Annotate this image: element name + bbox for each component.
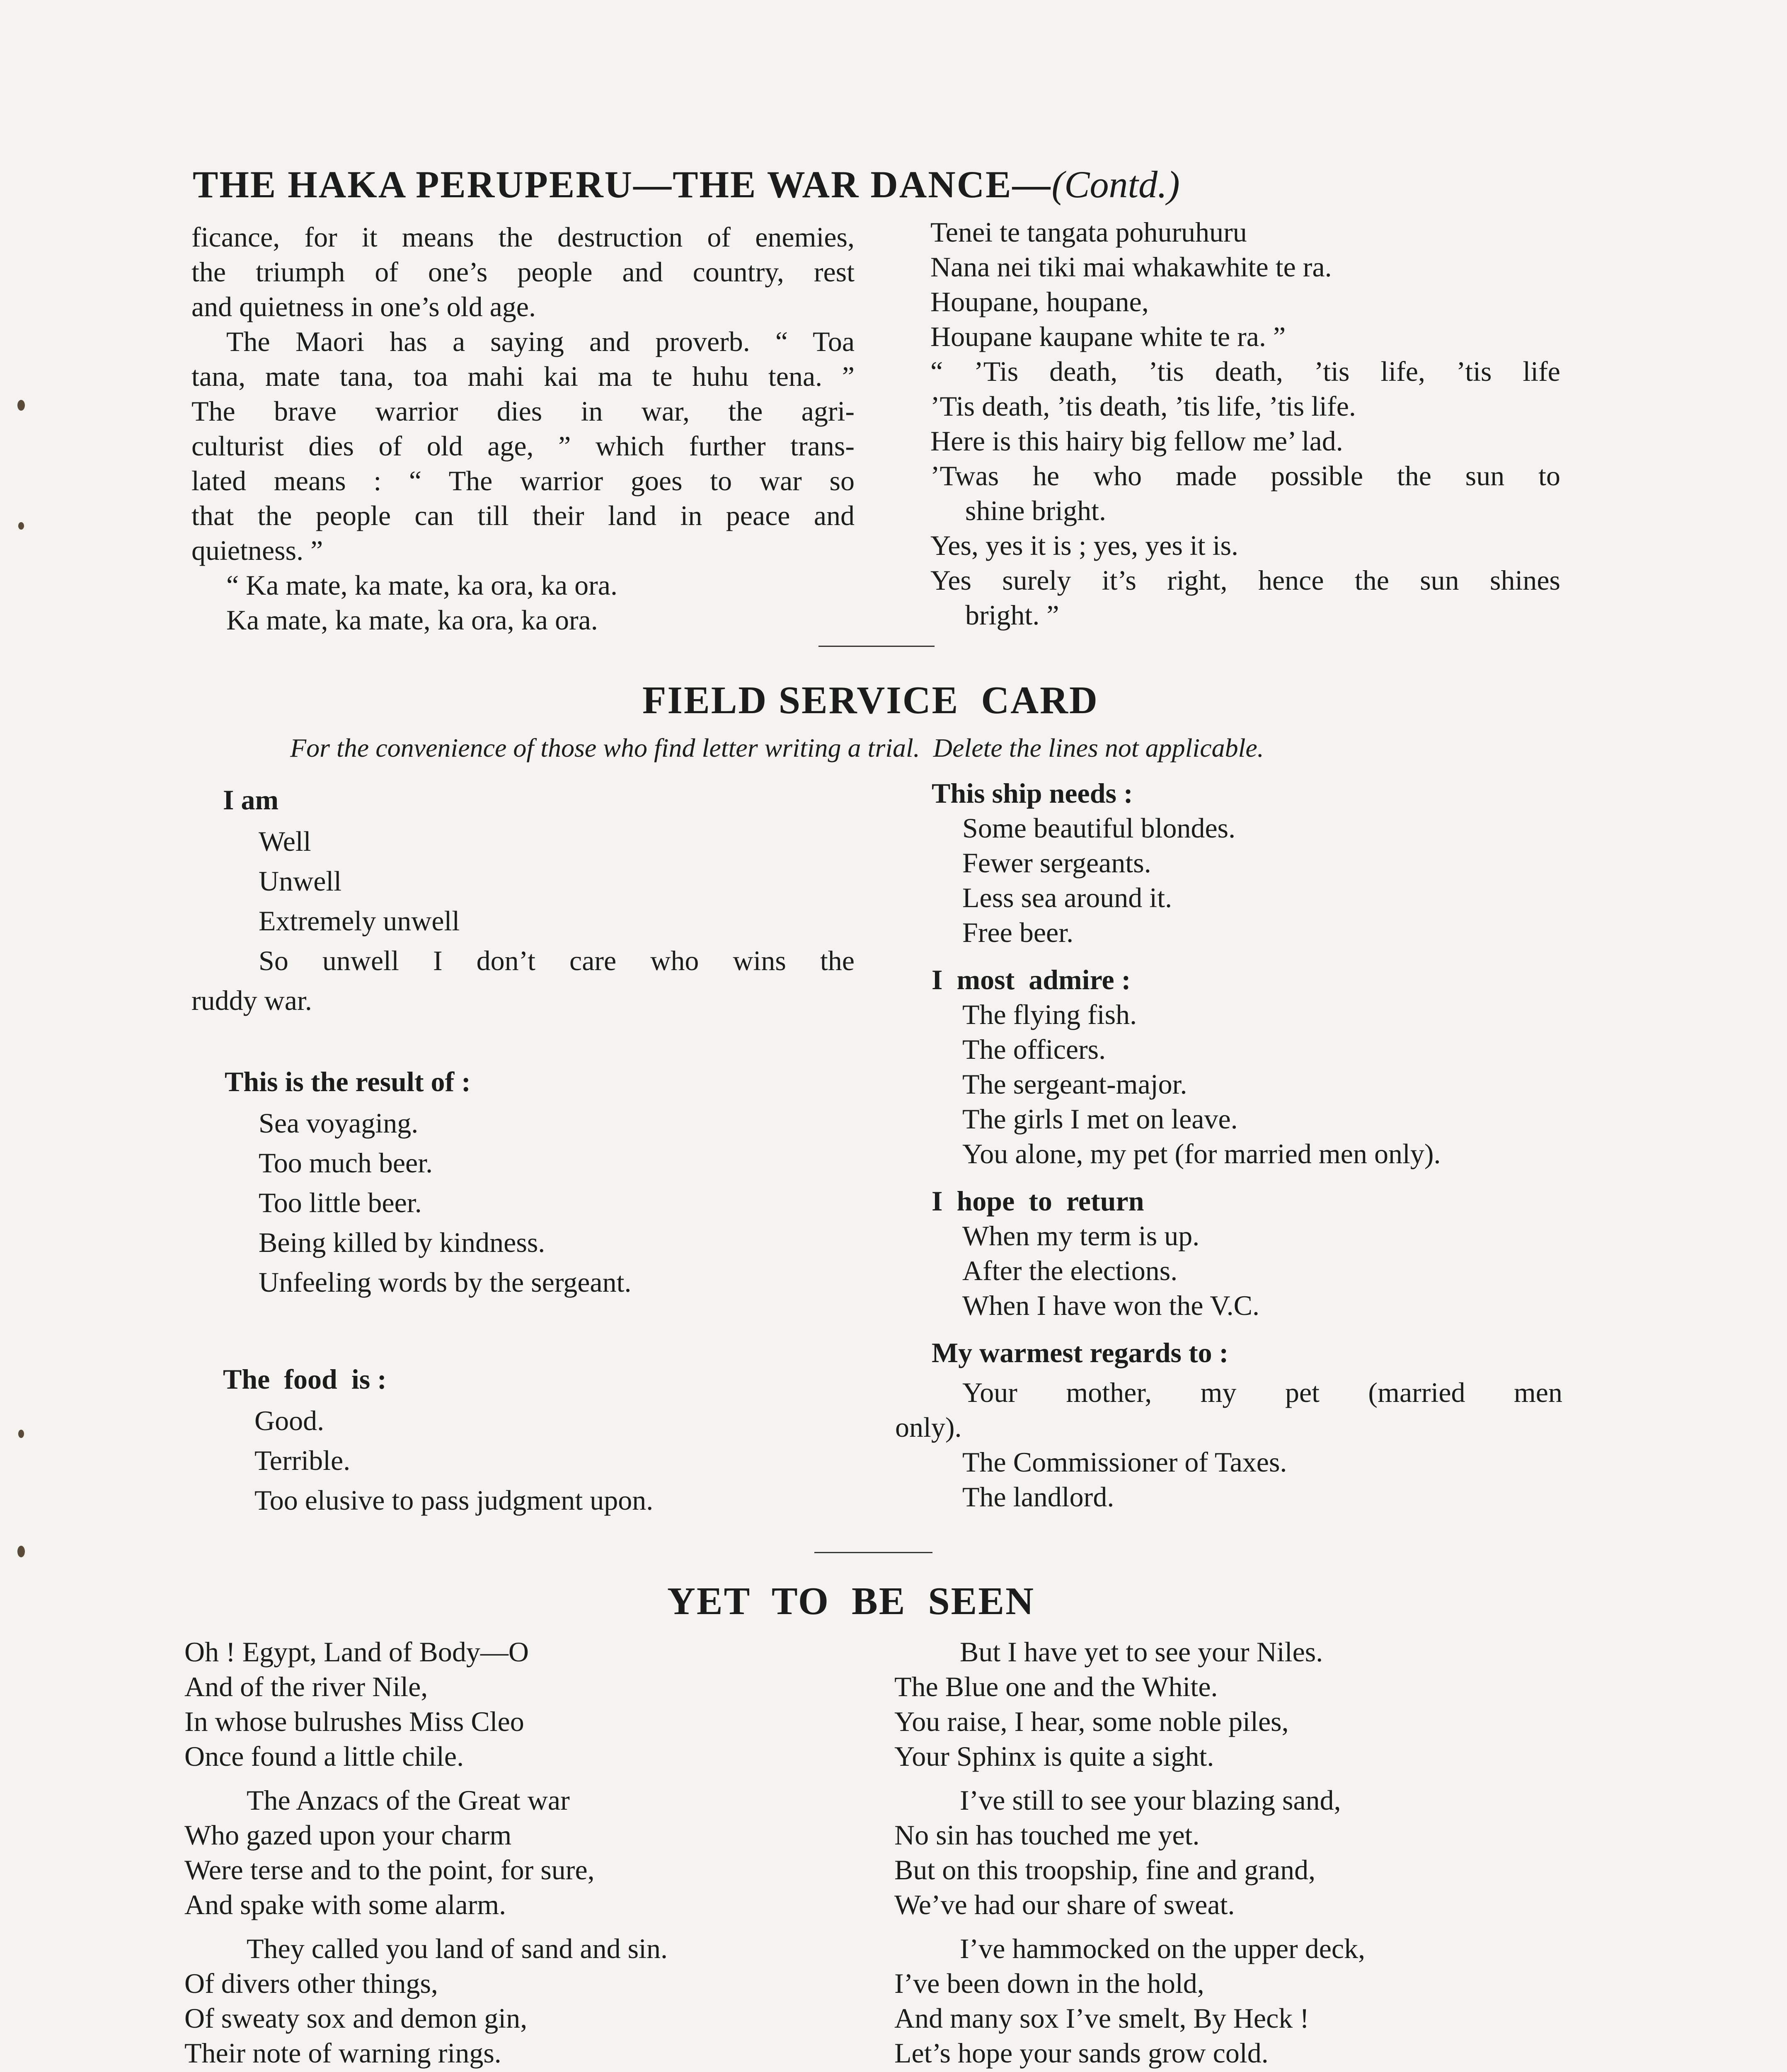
poem-line: Their note of warning rings. (184, 2037, 501, 2069)
yet-to-be-seen-title: YET TO BE SEEN (667, 1580, 1035, 1623)
section-divider (814, 1552, 932, 1553)
option-line: Less sea around it. (962, 882, 1172, 913)
poem-right-column (894, 1634, 1574, 2070)
regards-heading: My warmest regards to : (932, 1337, 1229, 1368)
text-line: Here is this hairy big fellow me’ lad. (930, 425, 1343, 457)
option-line: Unwell (259, 865, 342, 897)
poem-line: But on this troopship, fine and grand, (894, 1854, 1316, 1886)
poem-line: The Anzacs of the Great war (247, 1784, 570, 1816)
option-line: Terrible. (254, 1445, 351, 1476)
field-service-subtitle: For the convenience of those who find letter writing a trial. Delete the lines not applicable. (290, 733, 1264, 762)
text-line: “ ’Tis death, ’tis death, ’tis life, ’tis life (930, 356, 1560, 387)
poem-line: But I have yet to see your Niles. (960, 1636, 1323, 1668)
text-line: quietness. ” (191, 535, 323, 566)
poem-line: Were terse and to the point, for sure, (184, 1854, 595, 1886)
option-line: When my term is up. (962, 1220, 1200, 1251)
haka-title-text: THE HAKA PERUPERU—THE WAR DANCE— (193, 163, 1052, 206)
food-heading: The food is : (223, 1363, 387, 1395)
text-line: The brave warrior dies in war, the agri- (191, 395, 855, 427)
option-line: Being killed by kindness. (259, 1227, 545, 1258)
text-line: bright. ” (965, 599, 1059, 631)
poem-line: They called you land of sand and sin. (247, 1933, 668, 1964)
poem-line: I’ve been down in the hold, (894, 1968, 1204, 1999)
poem-line: And many sox I’ve smelt, By Heck ! (894, 2002, 1309, 2034)
option-line: Unfeeling words by the sergeant. (259, 1266, 632, 1298)
poem-line: The Blue one and the White. (894, 1671, 1218, 1702)
poem-line: Of divers other things, (184, 1968, 438, 1999)
option-line: The flying fish. (962, 999, 1137, 1030)
poem-line: And spake with some alarm. (184, 1889, 506, 1920)
hope-heading: I hope to return (932, 1185, 1144, 1217)
option-line: Extremely unwell (259, 905, 460, 937)
option-line: Good. (254, 1405, 324, 1436)
text-line: Ka mate, ka mate, ka ora, ka ora. (226, 604, 598, 636)
poem-line: Once found a little chile. (184, 1740, 464, 1772)
poem-line: Oh ! Egypt, Land of Body—O (184, 1636, 529, 1668)
binding-hole-mark (18, 1430, 24, 1438)
text-line: Houpane, houpane, (930, 286, 1149, 317)
option-line: Sea voyaging. (259, 1107, 419, 1139)
binding-hole-mark (17, 400, 25, 411)
haka-title (193, 162, 1180, 206)
admire-heading: I most admire : (932, 964, 1131, 995)
option-line: So unwell I don’t care who wins the (259, 945, 855, 976)
poem-line: I’ve still to see your blazing sand, (960, 1784, 1341, 1816)
haka-title-contd: (Contd.) (1051, 163, 1180, 206)
option-line: Too little beer. (259, 1187, 422, 1218)
text-line: culturist dies of old age, ” which further trans- (191, 430, 855, 462)
text-line: Nana nei tiki mai whakawhite te ra. (930, 251, 1332, 283)
text-line: that the people can till their land in peace and (191, 500, 855, 531)
option-line: only). (895, 1411, 962, 1443)
text-line: “ Ka mate, ka mate, ka ora, ka ora. (226, 569, 617, 601)
text-line: ’Twas he who made possible the sun to (930, 460, 1560, 491)
ship-heading: This ship needs : (932, 777, 1133, 809)
option-line: Too much beer. (259, 1147, 433, 1179)
poem-left-column (184, 1634, 881, 2070)
option-line: The landlord. (962, 1481, 1114, 1513)
option-line: After the elections. (962, 1255, 1178, 1286)
text-line: lated means : “ The warrior goes to war so (191, 465, 855, 496)
binding-hole-mark (18, 522, 24, 530)
option-line: Fewer sergeants. (962, 847, 1151, 879)
poem-line: Your Sphinx is quite a sight. (894, 1740, 1214, 1772)
text-line: ficance, for it means the destruction of enemies, (191, 221, 855, 253)
option-line: When I have won the V.C. (962, 1290, 1260, 1321)
text-line: tana, mate tana, toa mahi kai ma te huhu tena. ” (191, 361, 855, 392)
option-line: Free beer. (962, 917, 1074, 948)
poem-line: Let’s hope your sands grow cold. (894, 2037, 1269, 2069)
poem-line: Who gazed upon your charm (184, 1819, 512, 1851)
field-right-column (895, 776, 1562, 1514)
option-line: Some beautiful blondes. (962, 812, 1236, 844)
option-line: The sergeant-major. (962, 1068, 1187, 1100)
haka-left-column (191, 220, 855, 637)
option-line: The officers. (962, 1034, 1106, 1065)
text-line: ’Tis death, ’tis death, ’tis life, ’tis life. (930, 390, 1356, 422)
option-line: You alone, my pet (for married men only). (962, 1138, 1441, 1169)
text-line: The Maori has a saying and proverb. “ Toa (226, 326, 855, 357)
binding-hole-mark (17, 1546, 25, 1557)
text-line: shine bright. (965, 495, 1106, 526)
section-divider (818, 646, 935, 647)
poem-line: No sin has touched me yet. (894, 1819, 1200, 1851)
option-line: The Commissioner of Taxes. (962, 1446, 1287, 1478)
poem-line: Of sweaty sox and demon gin, (184, 2002, 528, 2034)
field-service-title: FIELD SERVICE CARD (642, 679, 1099, 722)
option-line: The girls I met on leave. (962, 1103, 1238, 1135)
option-line: Too elusive to pass judgment upon. (254, 1484, 654, 1516)
field-left-column (191, 782, 855, 1518)
option-line: ruddy war. (191, 985, 312, 1016)
text-line: the triumph of one’s people and country, rest (191, 256, 855, 288)
option-line: Well (259, 825, 311, 857)
i-am-heading: I am (223, 784, 279, 816)
poem-line: You raise, I hear, some noble piles, (894, 1706, 1289, 1737)
poem-line: I’ve hammocked on the upper deck, (960, 1933, 1366, 1964)
result-heading: This is the result of : (225, 1066, 471, 1097)
haka-right-column (930, 215, 1560, 632)
text-line: Yes, yes it is ; yes, yes it is. (930, 530, 1239, 561)
poem-line: And of the river Nile, (184, 1671, 428, 1702)
text-line: Tenei te tangata pohuruhuru (930, 216, 1247, 248)
text-line: and quietness in one’s old age. (191, 291, 536, 322)
text-line: Houpane kaupane white te ra. ” (930, 321, 1286, 352)
option-line: Your mother, my pet (married men (962, 1377, 1562, 1408)
text-line: Yes surely it’s right, hence the sun shines (930, 564, 1560, 596)
poem-line: We’ve had our share of sweat. (894, 1889, 1235, 1920)
poem-line: In whose bulrushes Miss Cleo (184, 1706, 524, 1737)
